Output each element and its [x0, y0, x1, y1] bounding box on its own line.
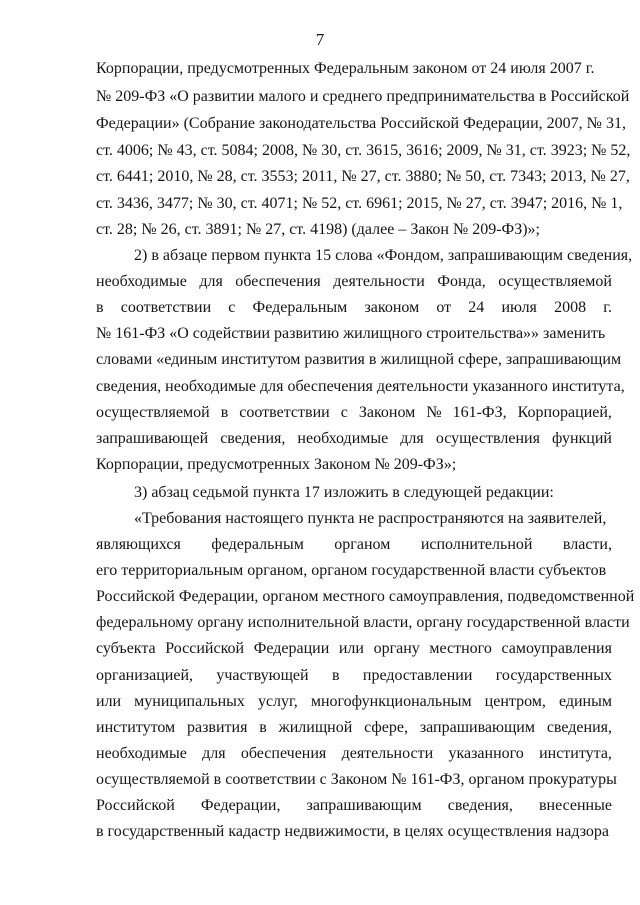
word: услуг,: [257, 693, 298, 710]
text-line: федеральному органу исполнительной власти, органу государственной власти: [96, 614, 630, 631]
text-line: Российской Федерации, органом местного самоуправления, подведомственной: [96, 588, 635, 605]
word: организацией,: [96, 667, 193, 684]
word: г.: [603, 299, 612, 316]
text-line: словами «единым институтом развития в жилищной сфере, запрашивающим: [96, 351, 622, 368]
word: июля: [501, 299, 537, 316]
word: жилищной: [278, 719, 353, 736]
word: участвующей: [216, 667, 309, 684]
word: необходимые: [297, 430, 389, 447]
word: соответствии: [239, 404, 330, 421]
word: обеспечения: [235, 273, 321, 290]
text-line: [96, 639, 612, 659]
text-line: его территориальным органом, органом государственной власти субъектов: [96, 562, 607, 579]
word: местного: [429, 640, 492, 657]
text-line: [96, 403, 612, 423]
text-line: [96, 272, 612, 292]
word: Российской: [165, 640, 245, 657]
text-line: № 209-ФЗ «О развитии малого и среднего предпринимательства в Российской: [96, 88, 630, 105]
word: запрашивающим: [419, 719, 535, 736]
word: 2008: [554, 299, 587, 316]
text-line: ст. 28; № 26, ст. 3891; № 27, ст. 4198) (далее – Закон № 209-ФЗ)»;: [96, 221, 540, 238]
word: обеспечения: [240, 745, 327, 762]
word: или: [338, 640, 364, 657]
word: или: [96, 693, 122, 710]
word: деятельности: [341, 745, 434, 762]
word: Законом: [358, 404, 416, 421]
word: государственных: [495, 667, 612, 684]
text-line: [96, 535, 612, 555]
text-line: [96, 692, 612, 712]
word: №: [426, 404, 442, 421]
word: осуществления: [435, 430, 540, 447]
text-line: сведения, необходимые для обеспечения деятельности указанного института,: [96, 378, 625, 395]
word: в: [96, 299, 104, 316]
word: центром,: [484, 693, 546, 710]
word: единым: [558, 693, 612, 710]
word: запрашивающей: [96, 430, 209, 447]
word: субъекта: [96, 640, 156, 657]
text-line: осуществляемой в соответствии с Законом № 161-ФЗ, органом прокуратуры: [96, 771, 617, 788]
word: указанного: [448, 745, 524, 762]
word: сведения,: [447, 797, 513, 814]
word: развития: [187, 719, 248, 736]
word: от: [436, 299, 452, 316]
word: для: [400, 430, 424, 447]
word: законом: [364, 299, 420, 316]
word: в: [220, 404, 229, 421]
word: для: [202, 745, 226, 762]
word: 161-ФЗ,: [452, 404, 507, 421]
word: Федеральным: [252, 299, 348, 316]
word: в: [331, 667, 340, 684]
word: сведения,: [546, 719, 612, 736]
text-line: ст. 3436, 3477; № 30, ст. 4071; № 52, ст. 6961; 2015, № 27, ст. 3947; 2016, № 1,: [96, 195, 623, 212]
text-line: Корпорации, предусмотренных Законом № 209-ФЗ»;: [96, 456, 457, 473]
word: муниципальных: [134, 693, 245, 710]
word: с: [340, 404, 348, 421]
word: власти,: [562, 536, 612, 553]
text-line: [96, 666, 612, 686]
text-line: [96, 744, 612, 764]
word: необходимые: [96, 273, 187, 290]
text-line: в государственный кадастр недвижимости, в целях осуществления надзора: [96, 823, 610, 840]
page-number: 7: [315, 30, 325, 49]
word: деятельности: [333, 273, 425, 290]
word: для: [199, 273, 223, 290]
word: федеральным: [211, 536, 304, 553]
word: сфере,: [364, 719, 408, 736]
word: осуществляемой: [96, 404, 210, 421]
word: сведения,: [220, 430, 286, 447]
word: исполнительной: [420, 536, 533, 553]
word: Фонда,: [437, 273, 486, 290]
word: являющихся: [96, 536, 181, 553]
word: самоуправления: [501, 640, 612, 657]
word: институтом: [96, 719, 176, 736]
word: института,: [539, 745, 612, 762]
word: 24: [468, 299, 485, 316]
word: осуществляемой: [498, 273, 612, 290]
text-line: [96, 796, 612, 816]
word: органу: [373, 640, 420, 657]
text-line: № 161-ФЗ «О содействии развитию жилищного строительства»» заменить: [96, 325, 606, 342]
word: Российской: [96, 797, 175, 814]
text-line: Корпорации, предусмотренных Федеральным законом от 24 июля 2007 г.: [96, 60, 595, 77]
word: Корпорацией,: [517, 404, 612, 421]
word: Федерации,: [200, 797, 281, 814]
word: функций: [551, 430, 612, 447]
word: предоставлении: [362, 667, 473, 684]
word: с: [228, 299, 236, 316]
text-line: ст. 4006; № 43, ст. 5084; 2008, № 30, ст. 3615, 3616; 2009, № 31, ст. 3923; № 52,: [96, 142, 631, 159]
word: Федерации: [253, 640, 330, 657]
text-line: 3) абзац седьмой пункта 17 изложить в следующей редакции:: [134, 484, 554, 501]
text-line: [96, 718, 612, 738]
word: в: [259, 719, 267, 736]
text-line: [96, 429, 612, 449]
word: запрашивающим: [306, 797, 422, 814]
word: внесенные: [538, 797, 612, 814]
word: органом: [334, 536, 391, 553]
text-line: [96, 298, 612, 318]
text-line: «Требования настоящего пункта не распространяются на заявителей,: [134, 510, 607, 527]
word: соответствии: [120, 299, 212, 316]
text-line: Федерации» (Собрание законодательства Российской Федерации, 2007, № 31,: [96, 115, 626, 132]
text-line: ст. 6441; 2010, № 28, ст. 3553; 2011, № 27, ст. 3880; № 50, ст. 7343; 2013, № 27,: [96, 168, 630, 185]
word: многофункциональным: [310, 693, 472, 710]
text-line: 2) в абзаце первом пункта 15 слова «Фондом, запрашивающим сведения,: [134, 247, 633, 264]
word: необходимые: [96, 745, 187, 762]
